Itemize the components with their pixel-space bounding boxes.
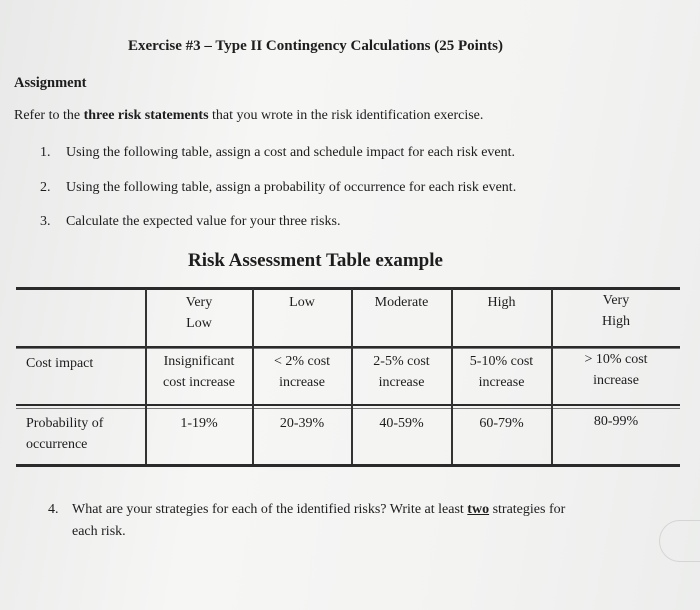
table-title: Risk Assessment Table example [188,250,443,271]
list-item [40,214,340,230]
cell-line: increase [478,375,525,390]
cell-line: 2-5% cost [373,354,430,369]
exercise-title: Exercise #3 – Type II Contingency Calculations (25 Points) [128,38,504,54]
header-line: Moderate [374,295,429,310]
table-cell [352,351,451,393]
question-4 [48,499,648,543]
cell-line: increase [378,375,425,390]
list-item [40,180,516,196]
list-item-number: 2. [40,180,51,195]
cell-line: Insignificant [163,354,235,369]
intro-prefix: Refer to the [14,108,81,123]
question-4-text-after: strategies for [492,502,566,517]
intro-paragraph [14,108,483,124]
cell-line: 40-59% [379,416,424,431]
header-line: Very [185,295,213,310]
risk-assessment-table [16,287,680,467]
row-label-probability [26,413,144,455]
cell-line: 80-99% [593,414,639,429]
table-cell [552,349,680,391]
question-4-number: 4. [48,502,59,517]
row-label-line: Probability of [26,416,104,431]
page-curl-decoration [659,520,700,562]
cell-line: 1-19% [180,416,218,431]
table-cell [552,411,680,432]
table-rule-row1-double [16,408,680,409]
header-line: High [487,295,516,310]
row-label-line: Cost impact [26,356,94,371]
cell-line: 60-79% [479,416,524,431]
table-cell [452,351,551,393]
question-4-continuation: each risk. [72,524,126,539]
cell-line: 5-10% cost [469,354,534,369]
list-item-text: Calculate the expected value for your three risks. [66,214,341,229]
table-rule-bottom [16,464,680,467]
question-4-emphasis: two [467,502,490,517]
table-cell [452,413,551,434]
table-cell [253,351,351,393]
column-header-very-low [146,292,252,334]
header-line: Low [289,295,315,310]
cell-line: > 10% cost [584,352,648,367]
table-cell [253,413,351,434]
row-label-line: occurrence [26,437,88,452]
row-label-cost-impact [26,353,144,374]
column-header-low [253,292,351,313]
list-item-number: 1. [40,145,51,160]
table-cell [146,413,252,434]
list-item-text: Using the following table, assign a probability of occurrence for each risk event. [66,180,517,195]
column-header-moderate [352,292,451,313]
cell-line: increase [279,375,325,390]
column-header-high [452,292,551,313]
question-4-text: What are your strategies for each of the identified risks? Write at least [72,502,464,517]
list-item-text: Using the following table, assign a cost and schedule impact for each risk event. [66,145,516,160]
header-line: Low [186,316,212,331]
header-line: High [602,314,630,329]
cell-line: increase [593,373,639,388]
cell-line: 20-39% [279,416,325,431]
intro-bold: three risk statements [83,108,209,123]
cell-line: < 2% cost [273,354,331,369]
cell-line: cost increase [163,375,235,390]
header-line: Very [602,293,630,308]
column-header-very-high [552,290,680,332]
table-cell [146,351,252,393]
intro-suffix: that you wrote in the risk identification exercise. [212,108,484,123]
table-rule-row1 [16,404,680,406]
table-cell [352,413,451,434]
assignment-heading: Assignment [14,75,87,91]
list-item [40,145,515,161]
list-item-number: 3. [40,214,51,229]
